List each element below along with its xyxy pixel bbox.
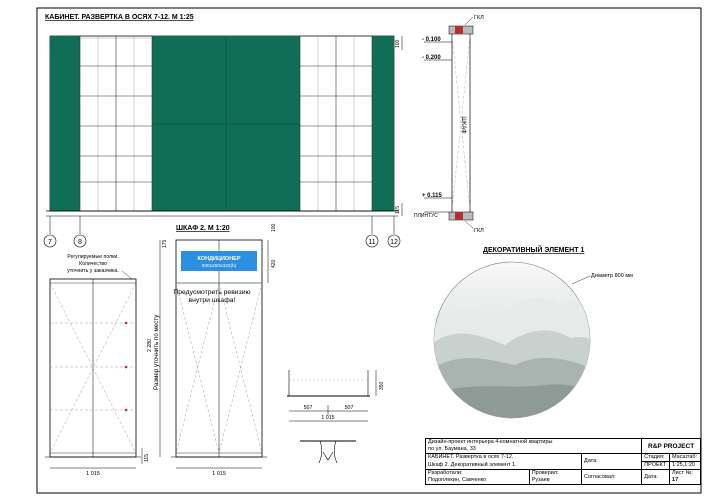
- tb-company: R&P PROJECT: [642, 439, 701, 454]
- tb-developed-label: Разработали:: [426, 470, 530, 478]
- shelves-note-2: Количество: [79, 261, 107, 267]
- tb-stage: ПРОЕКТ: [642, 462, 670, 470]
- green-panel-right: [372, 36, 394, 211]
- axis-7: 7: [48, 239, 52, 246]
- shelves-note-3: уточнить у заказчика.: [67, 268, 119, 274]
- plan-dim-right: 507: [344, 405, 354, 411]
- tb-sheet-1: КАБИНЕТ. Развертка в осях 7-12.: [426, 454, 582, 462]
- title-block: [425, 438, 701, 485]
- base-dim: 115: [144, 454, 150, 462]
- tb-sheet-no: 17: [670, 477, 701, 485]
- wardrobe-front: [171, 223, 277, 477]
- tb-project-2: по ул. Баумана, 33: [426, 446, 642, 454]
- elevation-drawing: [44, 36, 402, 247]
- tb-sheet-label: Лист №:: [670, 470, 701, 478]
- height-dim: 2 280: [147, 339, 153, 352]
- front-width-dim: 1 015: [212, 471, 226, 477]
- decor-diameter: Диаметр 800 мм: [591, 273, 633, 279]
- plan-dim-total: 1 015: [321, 415, 335, 421]
- tb-checked-by: Рузаев: [529, 477, 581, 485]
- ac-label: КОНДИЦИОНЕР: [197, 256, 241, 262]
- top-dim-175: 175: [162, 239, 168, 248]
- dim-100: 100: [271, 223, 277, 232]
- shelves-note-1: Регулируемые полки.: [67, 254, 119, 260]
- ac-size: 900x250x320(h): [201, 264, 237, 269]
- tb-approved-label: Согласовал:: [581, 470, 641, 485]
- dim-420: 420: [271, 259, 277, 268]
- green-panel-left: [50, 36, 80, 211]
- section-level-plus-115: + 0.115: [422, 193, 442, 199]
- section-label-gkl-bottom: ГКЛ: [474, 228, 484, 234]
- wardrobe-title: ШКАФ 2. М 1:20: [176, 225, 230, 232]
- section-level-minus-200: - 0.200: [422, 55, 441, 61]
- tb-scale: 1:25,1:20: [670, 462, 701, 470]
- tb-date2-label: Дата:: [642, 470, 670, 485]
- interior-width-dim: 1 015: [86, 471, 100, 477]
- decor-title: ДЕКОРАТИВНЫЙ ЭЛЕМЕНТ 1: [483, 247, 585, 254]
- tb-date-label: Дата:: [581, 454, 641, 470]
- sheet-frame: [37, 8, 701, 493]
- tb-developed-by: Подоплекин, Савченко: [426, 477, 530, 485]
- axis-8: 8: [78, 239, 82, 246]
- wardrobe-interior: [45, 254, 150, 477]
- section-level-minus-100: - 0.100: [422, 37, 441, 43]
- axis-11: 11: [368, 239, 376, 246]
- tb-checked-label: Проверил:: [529, 470, 581, 478]
- section-label-cabinet: ШКАФ: [460, 116, 466, 134]
- plan-depth-dim: 350: [379, 381, 385, 390]
- tb-project-1: Дизайн-проект интерьера 4-комнатной квартиры: [426, 439, 642, 447]
- tb-stage-label: Стадия:: [642, 454, 670, 462]
- tb-sheet-2: Шкаф 2. Декоративный элемент 1.: [426, 462, 582, 470]
- height-note: Размер уточнить по месту: [153, 314, 160, 390]
- section-label-gkl-top: ГКЛ: [474, 15, 484, 21]
- shelving-right: [300, 36, 372, 211]
- axis-12: 12: [390, 239, 398, 246]
- plan-dim-left: 507: [303, 405, 313, 411]
- tb-scale-label: Масштаб:: [670, 454, 701, 462]
- section-detail: [414, 15, 484, 234]
- decor-disc: [430, 262, 633, 430]
- plan-detail: [287, 370, 385, 463]
- elevation-dim-bottom: 115: [395, 206, 401, 214]
- elevation-title: КАБИНЕТ. РАЗВЕРТКА В ОСЯХ 7-12. М 1:25: [45, 14, 194, 21]
- elevation-dim-top: 100: [395, 39, 401, 48]
- section-label-plinth: ПЛИНТУС: [414, 213, 438, 219]
- shelving-left: [80, 36, 152, 211]
- revision-note-1: Предусмотреть ревизию: [173, 289, 251, 296]
- revision-note-2: внутри шкафа!: [188, 297, 236, 304]
